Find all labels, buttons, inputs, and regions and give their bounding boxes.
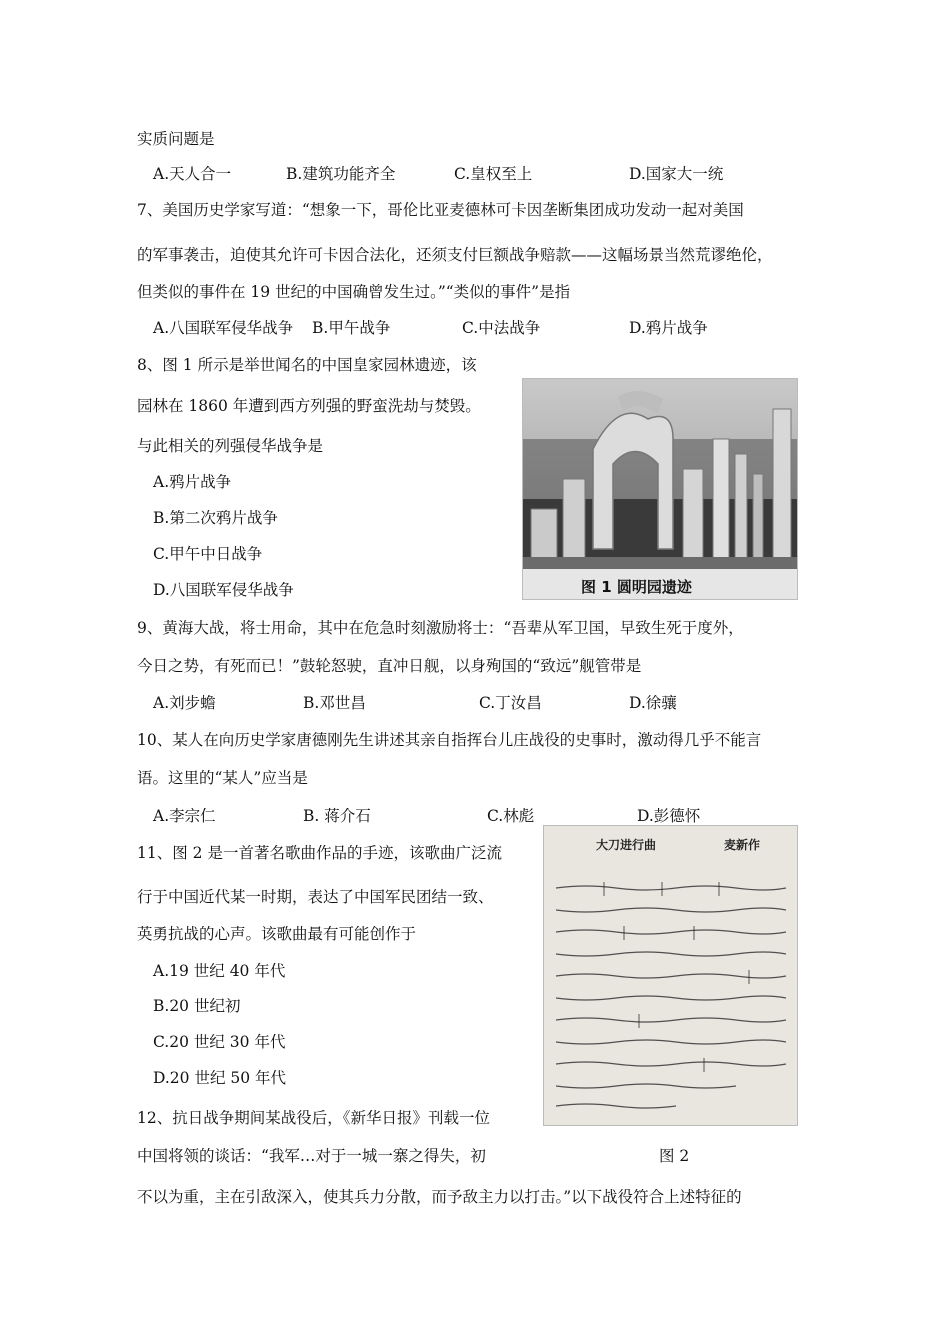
- q10-line-1: 10、某人在向历史学家唐德刚先生讲述其亲自指挥台儿庄战役的史事时，激动得几乎不能言: [137, 731, 762, 749]
- q9-option-d: D.徐骧: [629, 694, 677, 712]
- ruins-photo-image: [523, 379, 798, 600]
- q9-line-1: 9、黄海大战，将士用命，其中在危急时刻激励将士：“吾辈从军卫国，早致生死于度外，: [137, 619, 744, 637]
- q11-option-a: A.19 世纪 40 年代: [153, 962, 286, 980]
- q12-line-1: 12、抗日战争期间某战役后，《新华日报》刊载一位: [137, 1109, 490, 1127]
- q8-option-b: B.第二次鸦片战争: [153, 509, 278, 527]
- q9-option-a: A.刘步蟾: [153, 694, 216, 712]
- q10-option-b: B. 蒋介石: [303, 807, 371, 825]
- q8-line-3: 与此相关的列强侵华战争是: [137, 437, 324, 455]
- figure-2-song-manuscript: [543, 825, 798, 1126]
- q6-option-c: C.皇权至上: [454, 165, 533, 183]
- song-title: 大刀进行曲: [596, 838, 657, 852]
- q12-line-2: 中国将领的谈话：“我军…对于一城一寨之得失，初: [137, 1147, 486, 1165]
- q11-line-3: 英勇抗战的心声。该歌曲最有可能创作于: [137, 925, 417, 943]
- q8-option-d: D.八国联军侵华战争: [153, 581, 294, 599]
- q8-line-2: 园林在 1860 年遭到西方列强的野蛮洗劫与焚毁。: [137, 397, 481, 415]
- q7-line-2: 的军事袭击，迫使其允许可卡因合法化，还须支付巨额战争赔款——这幅场景当然荒谬绝伦，: [137, 246, 773, 264]
- q7-option-a: A.八国联军侵华战争: [153, 319, 294, 337]
- manuscript-scribbles: [544, 826, 798, 1126]
- q11-option-b: B.20 世纪初: [153, 997, 241, 1015]
- q7-line-1: 7、美国历史学家写道：“想象一下，哥伦比亚麦德林可卡因垄断集团成功发动一起对美国: [137, 201, 744, 219]
- q10-option-a: A.李宗仁: [153, 807, 216, 825]
- figure-2-caption: 图 2: [659, 1147, 690, 1165]
- q10-option-c: C.林彪: [487, 807, 535, 825]
- q7-option-b: B.甲午战争: [312, 319, 391, 337]
- q6-option-a: A.天人合一: [153, 165, 232, 183]
- q7-option-c: C.中法战争: [462, 319, 541, 337]
- q10-line-2: 语。这里的“某人”应当是: [137, 769, 308, 787]
- q9-option-b: B.邓世昌: [303, 694, 366, 712]
- q11-line-2: 行于中国近代某一时期，表达了中国军民团结一致、: [137, 888, 494, 906]
- q8-option-a: A.鸦片战争: [153, 473, 232, 491]
- q10-option-d: D.彭德怀: [637, 807, 701, 825]
- song-author: 麦新作: [724, 838, 761, 852]
- q11-option-d: D.20 世纪 50 年代: [153, 1069, 287, 1087]
- q6-option-b: B.建筑功能齐全: [286, 165, 396, 183]
- q8-line-1: 8、图 1 所示是举世闻名的中国皇家园林遗迹，该: [137, 356, 477, 374]
- q9-option-c: C.丁汝昌: [479, 694, 542, 712]
- q6-stem-tail: 实质问题是: [137, 130, 215, 148]
- q9-line-2: 今日之势，有死而已！”鼓轮怒驶，直冲日舰，以身殉国的“致远”舰管带是: [137, 657, 642, 675]
- figure-1-caption: 图 1 圆明园遗迹: [581, 578, 692, 596]
- q12-line-3: 不以为重，主在引敌深入，使其兵力分散，而予敌主力以打击。”以下战役符合上述特征的: [137, 1188, 742, 1206]
- figure-1-ruins-photo: [522, 378, 798, 600]
- q11-line-1: 11、图 2 是一首著名歌曲作品的手迹，该歌曲广泛流: [137, 844, 502, 862]
- q7-option-d: D.鸦片战争: [629, 319, 708, 337]
- q11-option-c: C.20 世纪 30 年代: [153, 1033, 286, 1051]
- q6-option-d: D.国家大一统: [629, 165, 724, 183]
- q8-option-c: C.甲午中日战争: [153, 545, 263, 563]
- q7-line-3: 但类似的事件在 19 世纪的中国确曾发生过。”“类似的事件”是指: [137, 283, 571, 301]
